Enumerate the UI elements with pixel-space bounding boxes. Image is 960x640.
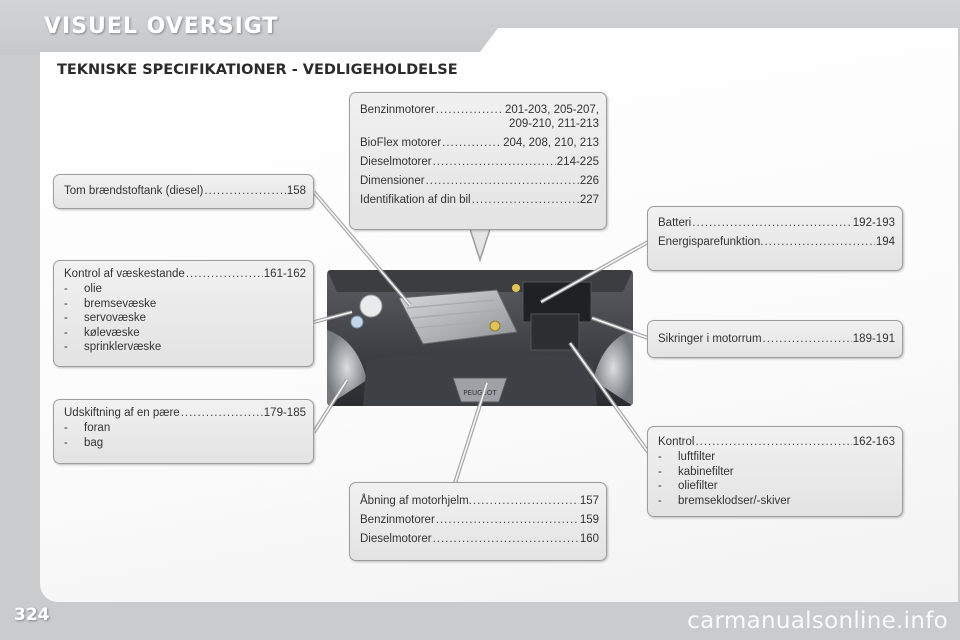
page-ref: 192-193 [852,217,895,229]
page-ref: 158 [286,185,306,197]
spec-row[interactable]: Benzinmotorer ..... 201-203, 205-207, [360,103,599,118]
fuses-row[interactable]: Sikringer i motorrum ..... 189-191 [658,332,895,347]
bonnet-row[interactable]: Åbning af motorhjelm. ..... 157 [360,494,599,509]
spec-row[interactable]: BioFlex motorer ..... 204, 208, 210, 213 [360,136,599,151]
list-item: - bag [64,436,104,449]
spec-row[interactable]: Dimensioner ..... 226 [360,174,599,189]
bonnet-box [349,482,607,561]
list-item: - luftfilter [658,451,716,463]
page-number: 324 [14,605,50,625]
bonnet-row[interactable]: Dieselmotorer ..... 160 [360,532,599,547]
brand-emblem: PEUGEOT [463,389,497,397]
page-ref: 159 [579,514,599,526]
page-ref: 179-185 [263,407,306,419]
page-ref: 227 [579,194,599,206]
bonnet-row[interactable]: Benzinmotorer ..... 159 [360,513,599,528]
battery-box [647,206,903,271]
list-item: - bremsevæske [64,297,157,310]
spec-row[interactable]: Dieselmotorer ..... 214-225 [360,155,599,170]
engine-specs-box [349,92,607,230]
page-ref: 160 [579,533,599,545]
page-ref: 194 [875,236,895,248]
list-item: - bremseklodser/-skiver [658,494,791,507]
fluid-levels-box [53,260,314,367]
page-ref: 157 [579,495,599,507]
page-ref: 162-163 [852,436,895,448]
battery-row[interactable]: Batteri ..... 192-193 [658,216,895,231]
list-item: - oliefilter [658,480,718,492]
section-title: TEKNISKE SPECIFIKATIONER - VEDLIGEHOLDELSE [57,62,458,78]
fuel-tank-row[interactable]: Tom brændstoftank (diesel) ..... 158 [64,184,306,199]
spec-row-continued: 209-210, 211-213 [509,118,599,130]
bulb-replacement-box [53,399,314,464]
page-ref: 214-225 [556,156,599,168]
spec-row[interactable]: Identifikation af din bil ..... 227 [360,193,599,208]
watermark: carmanualsonline.info [687,608,948,634]
list-item: - servovæske [64,312,146,324]
list-item: - sprinklervæske [64,341,162,353]
energy-saving-row[interactable]: Energisparefunktion. ..... 194 [658,235,895,250]
list-item: - kabinefilter [658,465,734,478]
fluid-levels-row[interactable]: Kontrol af væskestande ..... 161-162 [64,267,306,282]
list-item: - kølevæske [64,326,140,339]
page-ref: 161-162 [263,268,306,280]
page-title: VISUEL OVERSIGT [44,14,279,39]
list-item: - olie [64,283,102,295]
list-item: - foran [64,422,111,434]
check-row[interactable]: Kontrol ..... 162-163 [658,435,895,450]
fuses-box [647,320,903,358]
page-ref: 201-203, 205-207, [505,104,599,116]
page-ref: 204, 208, 210, 213 [503,137,599,149]
page-ref: 226 [579,175,599,187]
page-ref: 189-191 [852,333,895,345]
check-box [647,426,903,517]
bulb-replacement-row[interactable]: Udskiftning af en pære ..... 179-185 [64,406,306,421]
fuel-tank-box [53,174,314,209]
